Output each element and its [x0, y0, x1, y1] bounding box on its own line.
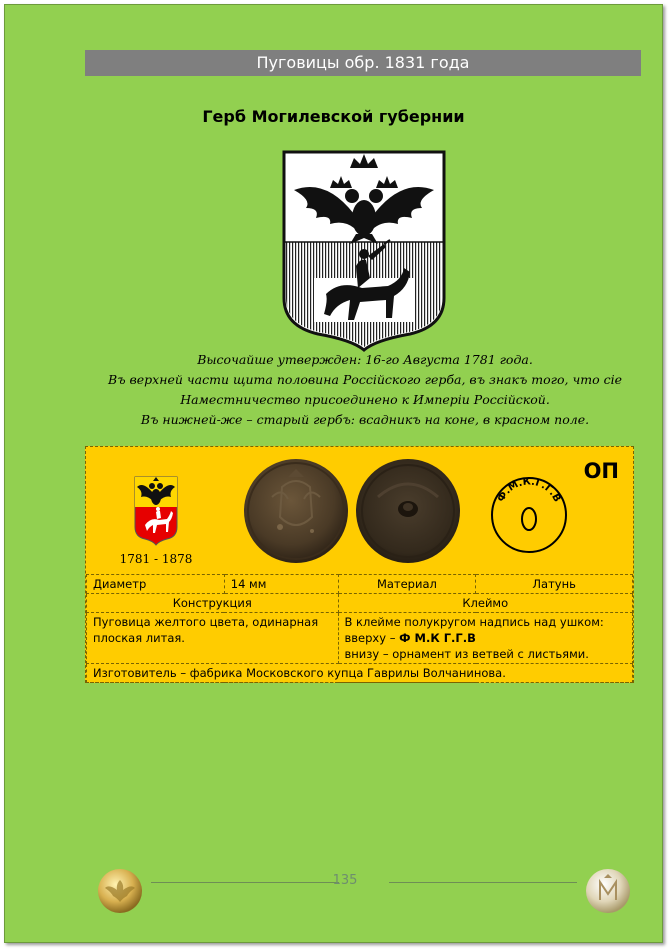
mark-line-prefix: вверху – — [344, 631, 400, 645]
coat-description — [65, 350, 665, 430]
maker-stamp-drawing — [489, 475, 569, 555]
mark-description — [338, 613, 633, 664]
svg-text:Ф.М.К.Г.Г.В — [496, 476, 563, 504]
button-back-photo — [354, 457, 462, 565]
material-value: Латунь — [476, 575, 633, 594]
diameter-label: Диаметр — [87, 575, 225, 594]
card-images — [86, 447, 633, 574]
footer-coin-eagle-icon — [97, 868, 143, 914]
page-number: 135 — [332, 873, 358, 888]
footer-coin-monogram-icon — [585, 868, 631, 914]
mark-line — [345, 630, 627, 646]
specs-table — [86, 574, 633, 683]
stamp-text: Ф.М.К.Г.Г.В — [495, 476, 563, 505]
button-info-card — [85, 446, 634, 683]
mark-line: В клейме полукругом надпись над ушком: — [344, 615, 604, 629]
table-row — [87, 664, 633, 683]
footer-divider — [389, 882, 577, 883]
section-title: Герб Могилевской губернии — [202, 107, 465, 126]
years-label: 1781 - 1878 — [119, 552, 193, 566]
page — [4, 4, 663, 943]
mark-line: внизу – орнамент из ветвей с листьями. — [344, 647, 589, 661]
maker-text: Изготовитель – фабрика Московского купца Гаврилы Волчанинова. — [87, 664, 633, 683]
mark-label: Клеймо — [338, 594, 633, 613]
coat-of-arms-engraving — [280, 148, 448, 352]
table-row — [87, 613, 633, 664]
footer-divider — [151, 882, 339, 883]
table-row — [87, 594, 633, 613]
coat-of-arms-color — [133, 475, 179, 547]
mark-code: Ф М.К Г.Г.В — [399, 631, 476, 645]
construction-label: Конструкция — [87, 594, 339, 613]
description-line: Въ верхней части щита половина Россiйского герба, въ знакъ того, что сiе — [108, 372, 622, 387]
header-bar — [85, 50, 641, 76]
description-line: Въ нижней-же – старый гербъ: всадникъ на коне, в красном поле. — [140, 412, 590, 427]
rarity-badge: ОП — [583, 459, 619, 483]
material-label: Материал — [338, 575, 476, 594]
button-front-photo — [242, 457, 350, 565]
description-line: Высочайше утвержден: 16-го Августа 1781 года. — [197, 352, 533, 367]
description-line: Наместничество присоединено к Имперiи Россiйской. — [180, 392, 550, 407]
table-row — [87, 575, 633, 594]
header-title: Пуговицы обр. 1831 года — [256, 53, 470, 72]
diameter-value: 14 мм — [224, 575, 338, 594]
construction-text: Пуговица желтого цвета, одинарная плоская литая. — [87, 613, 339, 664]
stamp-center: 0 — [528, 523, 530, 524]
